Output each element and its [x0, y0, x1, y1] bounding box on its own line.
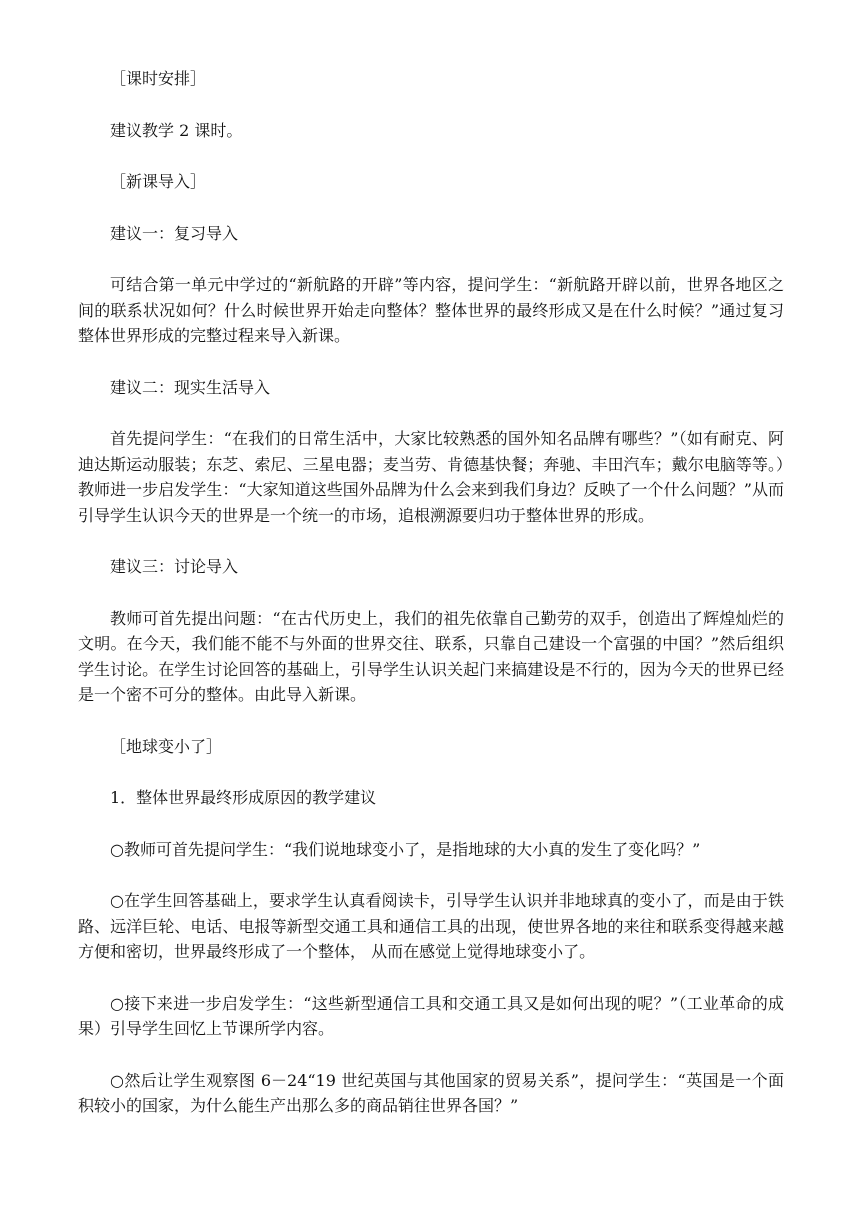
- section-heading-schedule: ［课时安排］: [110, 69, 207, 88]
- suggestion-one-title: 建议一：复习导入: [110, 223, 239, 243]
- document-body: [78, 66, 784, 1145]
- teaching-point-1: ○教师可首先提问学生：“我们说地球变小了，是指地球的大小真的发生了变化吗？”: [110, 839, 701, 859]
- paragraph-suggested-hours: 建议教学 2 课时。: [110, 120, 243, 140]
- section-heading-introduction: ［新课导入］: [110, 172, 207, 191]
- suggestion-two-title: 建议二：现实生活导入: [110, 377, 271, 397]
- teaching-suggestion-title: 1．整体世界最终形成原因的教学建议: [110, 788, 377, 807]
- suggestion-three-text: 教师可首先提出问题：“在古代历史上，我们的祖先依靠自己勤劳的双手，创造出了辉煌灿烂的文明。在今天，我们能不能不与外面的世界交往、联系，只靠自己建设一个富强的中国？”然后组织学生讨论。在学生讨论回答的基础上，引导学生认识关起门来搞建设是不行的，因为今天的世界已经是一个密不可分的整体。由此导入新课。: [78, 608, 784, 704]
- suggestion-one-text: 可结合第一单元中学过的“新航路的开辟”等内容，提问学生：“新航路开辟以前，世界各地区之间的联系状况如何？什么时候世界开始走向整体？整体世界的最终形成又是在什么时候？”通过复习整体世界形成的完整过程来导入新课。: [78, 275, 784, 345]
- suggestion-two-text: 首先提问学生：“在我们的日常生活中，大家比较熟悉的国外知名品牌有哪些？”（如有耐克、阿迪达斯运动服装；东芝、索尼、三星电器；麦当劳、肯德基快餐；奔驰、丰田汽车；戴尔电脑等等。）教师进一步启发学生：“大家知道这些国外品牌为什么会来到我们身边？反映了一个什么问题？”从而引导学生认识今天的世界是一个统一的市场，追根溯源要归功于整体世界的形成。: [78, 429, 784, 525]
- teaching-point-3: ○接下来进一步启发学生：“这些新型通信工具和交通工具又是如何出现的呢？”（工业革命的成果）引导学生回忆上节课所学内容。: [78, 993, 784, 1038]
- section-heading-earth: ［地球变小了］: [110, 736, 223, 756]
- teaching-point-4: ○然后让学生观察图 6－24“19 世纪英国与其他国家的贸易关系”，提问学生：“英国是一个面积较小的国家，为什么能生产出那么多的商品销往世界各国？”: [78, 1070, 784, 1115]
- teaching-point-2: ○在学生回答基础上，要求学生认真看阅读卡，引导学生认识并非地球真的变小了，而是由于铁路、远洋巨轮、电话、电报等新型交通工具和通信工具的出现，使世界各地的来往和联系变得越来越方便和密切，世界最终形成了一个整体， 从而在感觉上觉得地球变小了。: [78, 891, 784, 961]
- suggestion-three-title: 建议三：讨论导入: [110, 557, 239, 576]
